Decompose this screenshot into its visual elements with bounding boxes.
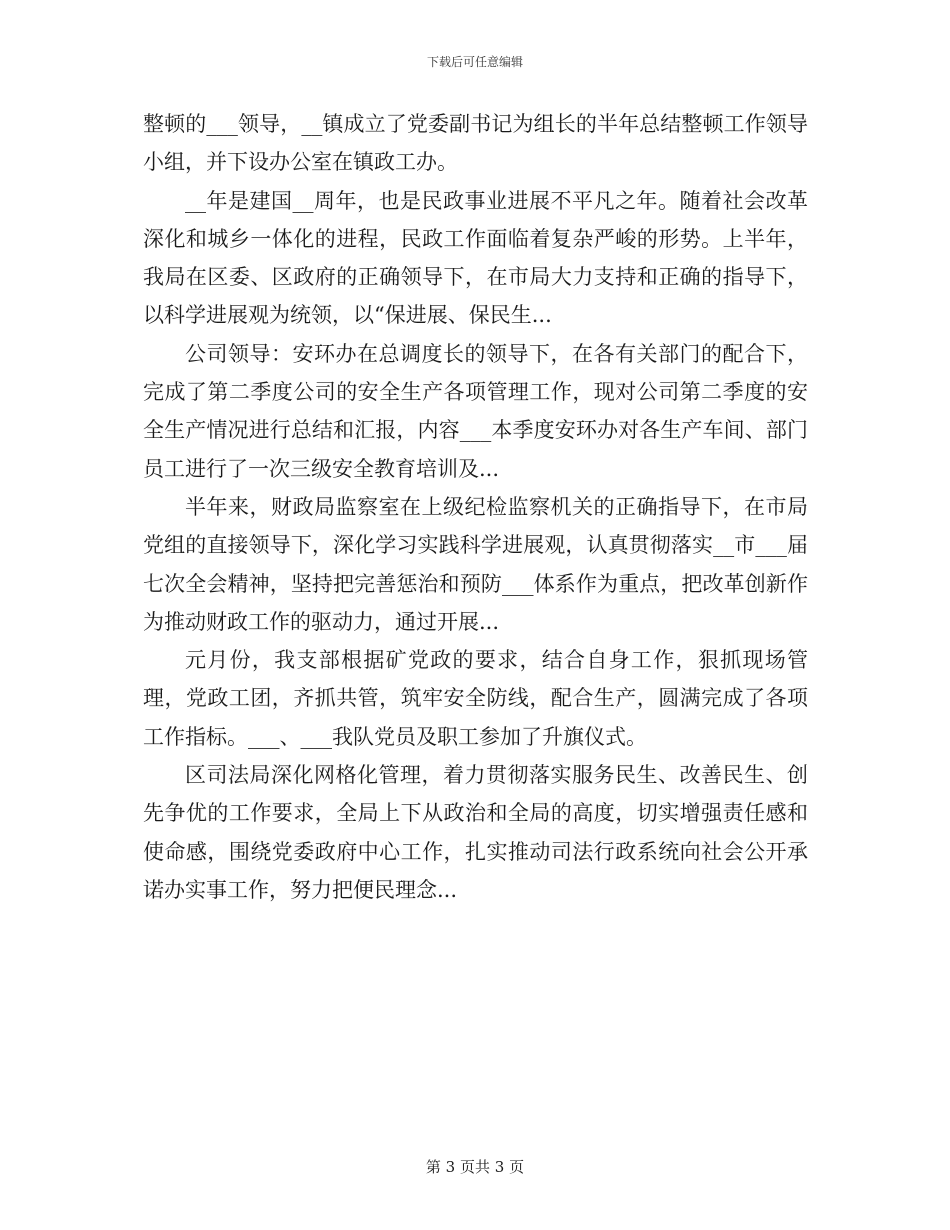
paragraph-continuation: 整顿的___领导，__镇成立了党委副书记为组长的半年总结整顿工作领导小组，并下设办公室在镇政工办。 [143,112,808,175]
paragraph-justice-bureau: 区司法局深化网格化管理，着力贯彻落实服务民生、改善民生、创先争优的工作要求，全局上下从政治和全局的高度，切实增强责任感和使命感，围绕党委政府中心工作，扎实推动司法行政系统向社会公开承诺办实事工作，努力把便民理念... [143,763,808,902]
paragraph-party-branch: 元月份，我支部根据矿党政的要求，结合自身工作，狠抓现场管理，党政工团，齐抓共管，筑牢安全防线，配合生产，圆满完成了各项工作指标。___、___我队党员及职工参加了升旗仪式。 [143,648,808,749]
document-body [143,105,808,909]
page-header-note: 下载后可任意编辑 [426,55,523,69]
paragraph-civil-affairs: __年是建国__周年，也是民政事业进展不平凡之年。随着社会改革深化和城乡一体化的进程，民政工作面临着复杂严峻的形势。上半年，我局在区委、区政府的正确领导下，在市局大力支持和正确的指导下，以科学进展观为统领，以“保进展、保民生... [143,188,808,328]
paragraph-finance-supervision: 半年来，财政局监察室在上级纪检监察机关的正确指导下，在市局党组的直接领导下，深化学习实践科学进展观，认真贯彻落实__市___届七次全会精神，坚持把完善惩治和预防___体系作为重点，把改革创新作为推动财政工作的驱动力，通过开展... [143,494,808,634]
page-number: 第 3 页共 3 页 [425,1158,525,1176]
paragraph-company-safety: 公司领导：安环办在总调度长的领导下，在各有关部门的配合下，完成了第二季度公司的安全生产各项管理工作，现对公司第二季度的安全生产情况进行总结和汇报，内容___本季度安环办对各生产车间、部门员工进行了一次三级安全教育培训及... [143,341,808,481]
